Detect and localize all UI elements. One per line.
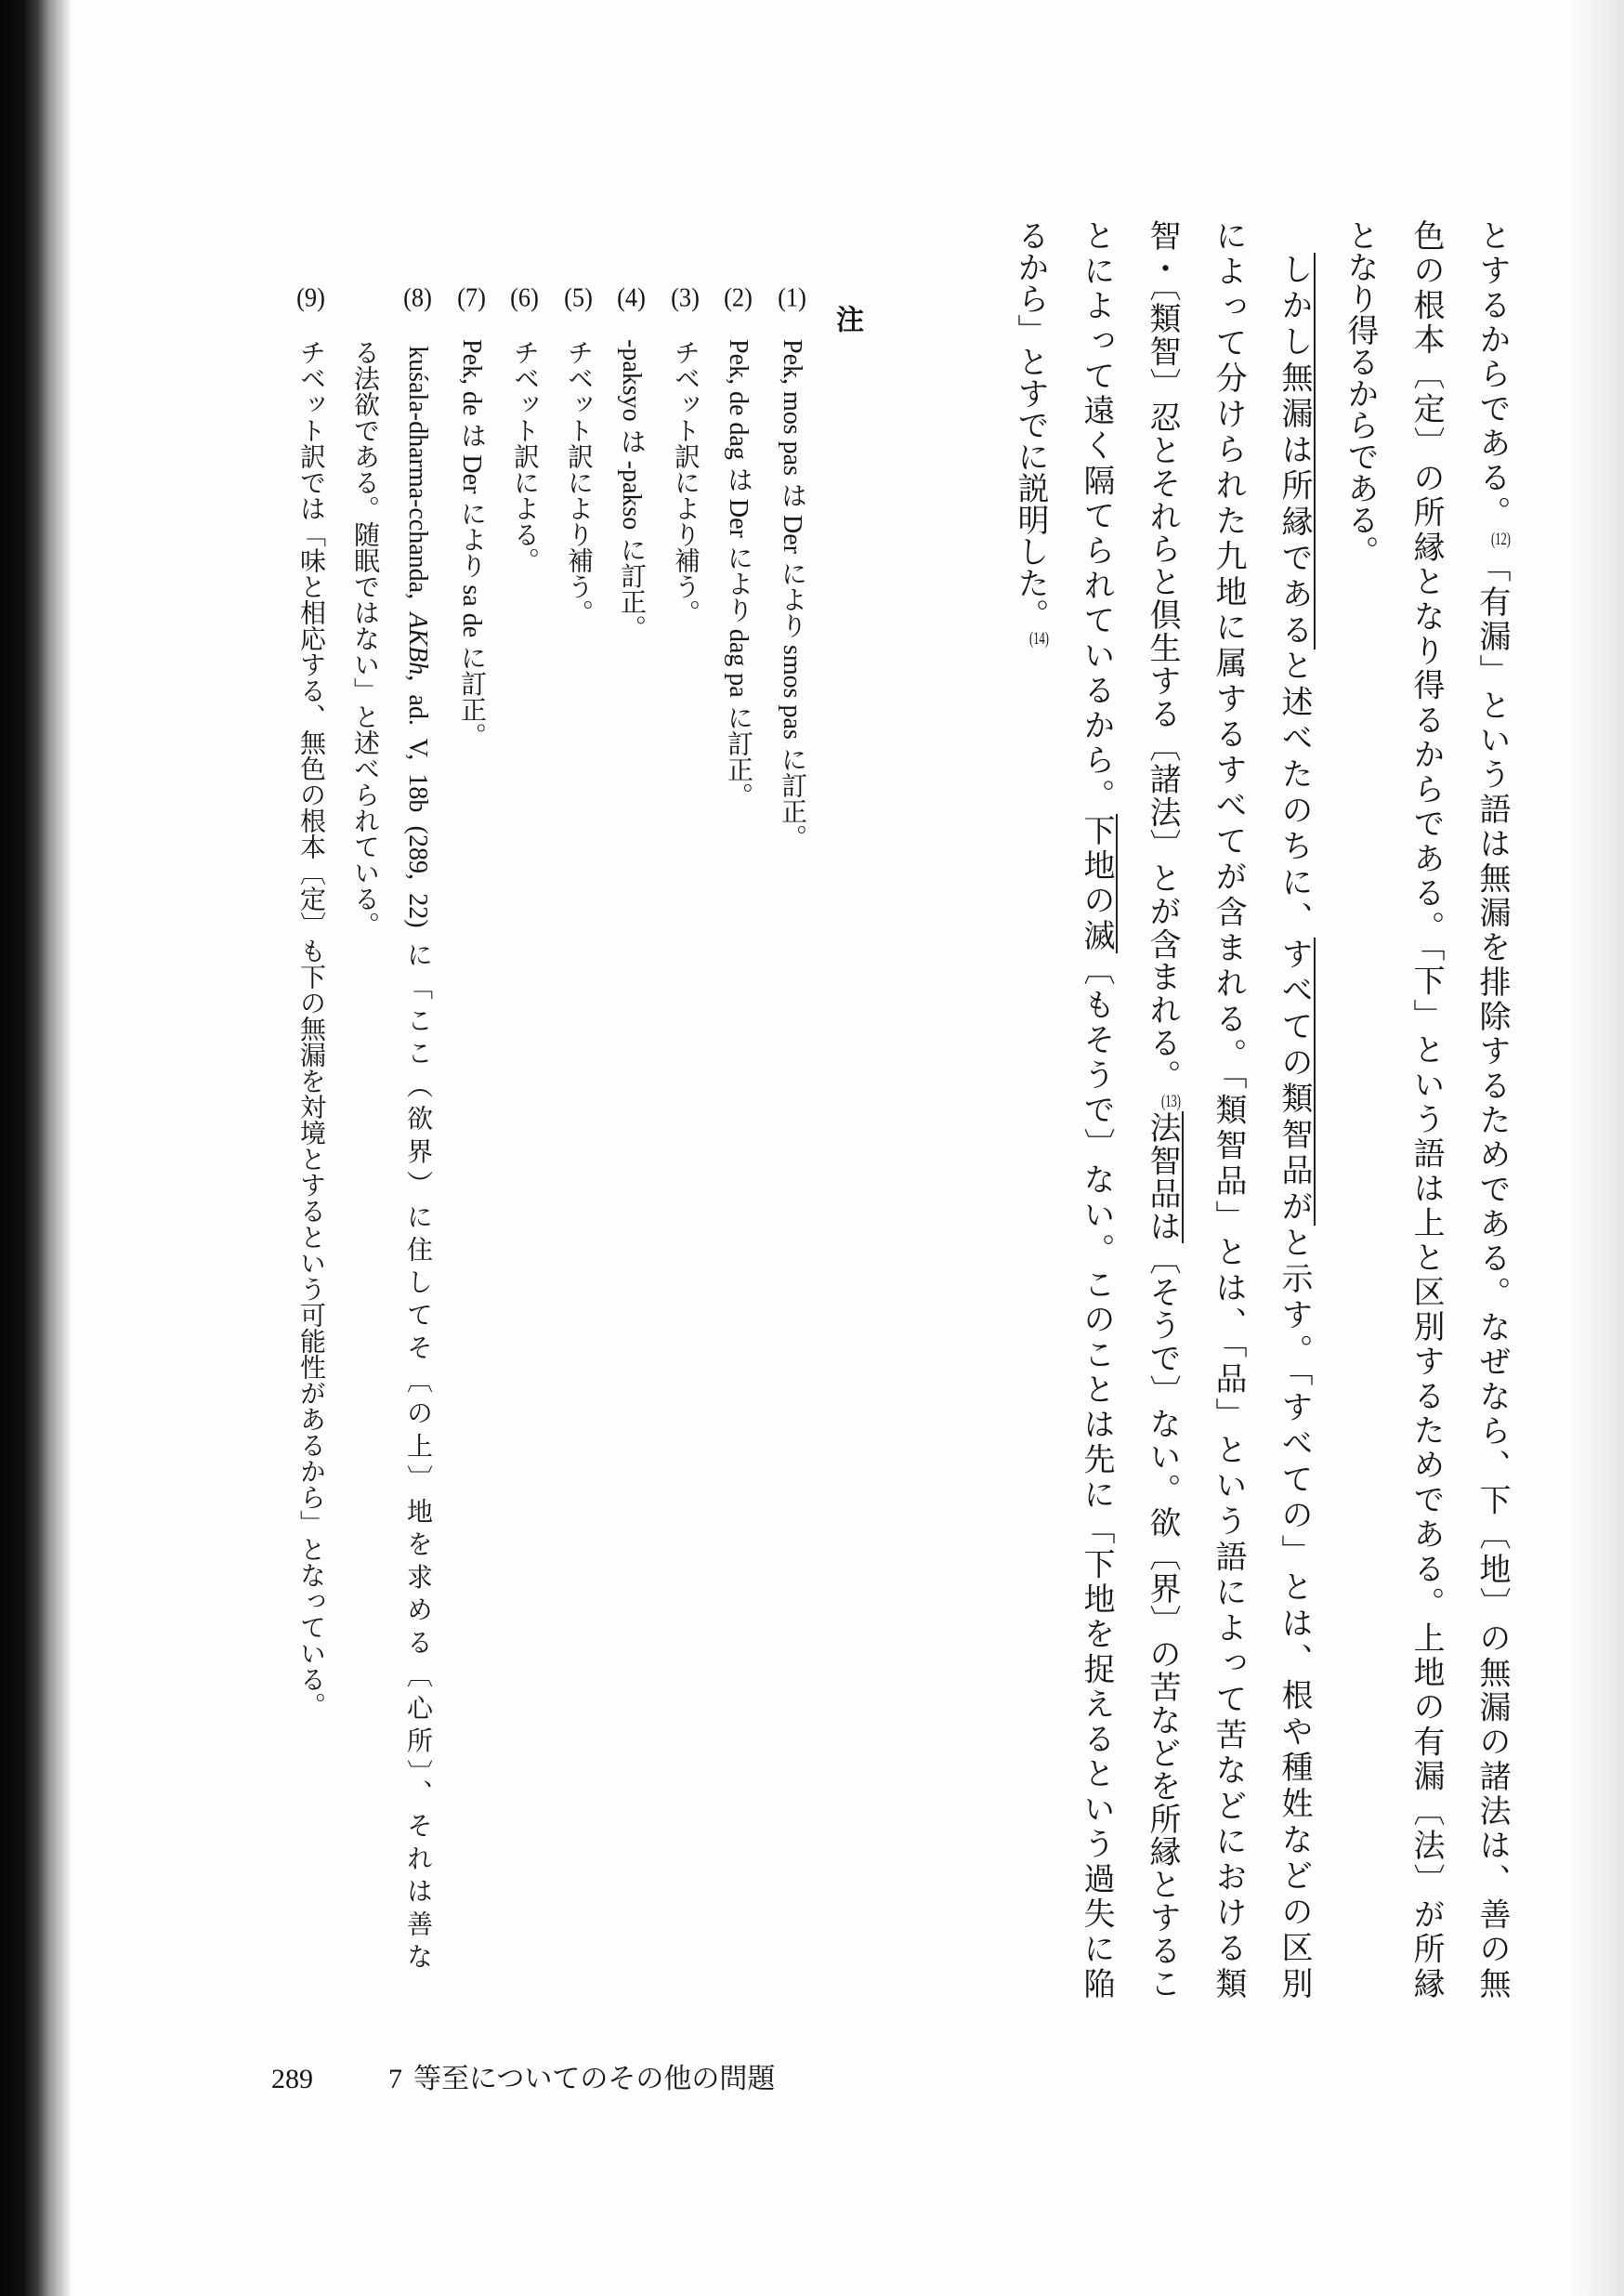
note-reference: (13) — [1161, 1092, 1181, 1110]
chapter-number: 7 — [388, 2064, 402, 2094]
sidelined-segment: しかし無漏は所縁である — [1277, 253, 1316, 649]
note-number: (9) — [296, 285, 325, 311]
note-number: (7) — [457, 285, 486, 311]
note-item — [455, 285, 487, 1969]
note-number: (4) — [617, 285, 646, 311]
text-segment: 「有漏」という語は無漏を排除するためである。なぜなら、下〔地〕の無漏の諸法は、善の無 — [1474, 550, 1509, 2000]
sidelined-segment: すべての類智品が — [1277, 938, 1316, 1226]
note-item — [508, 285, 540, 1969]
text-segment: 〔もそうで〕ない。このことは先に「下地を捉えるという過失に陥 — [1079, 953, 1113, 2000]
main-text-line — [1340, 219, 1379, 1999]
main-text-line — [1274, 253, 1313, 1999]
main-text-line — [1076, 219, 1115, 1999]
note-item — [669, 285, 701, 1969]
note-item — [401, 285, 433, 1969]
note-text: チベット訳により補う。 — [564, 339, 593, 625]
note-reference: (14) — [1029, 630, 1049, 648]
note-item — [295, 285, 326, 1969]
running-footer — [271, 2061, 922, 2102]
note-item — [722, 285, 753, 1969]
note-text: -paksyo は -pakso に訂正。 — [617, 339, 646, 641]
chapter-title: 等至についてのその他の問題 — [413, 2064, 776, 2094]
sidelined-segment: 法智品は — [1145, 1111, 1184, 1243]
page-number: 289 — [271, 2064, 313, 2094]
note-text: Pek, de は Der により sa de に訂正。 — [457, 339, 486, 749]
binding-shadow — [0, 0, 74, 2296]
note-number: (6) — [510, 285, 539, 311]
note-number: (2) — [724, 285, 753, 311]
text-segment: 智・〔類智〕忍とそれらと倶生する〔諸法〕とが含まれる。 — [1145, 219, 1179, 1093]
note-item — [776, 285, 807, 1969]
note-text: Pek, de dag は Der により dag pa に訂正。 — [724, 339, 753, 808]
text-segment: によって分けられた九地に属するすべてが含まれる。「類智品」とは、「品」という語によって苦などにおける類 — [1211, 219, 1245, 2000]
note-text: チベット訳による。 — [510, 339, 539, 573]
note-text-italic: AKBh — [403, 612, 432, 676]
note-number: (8) — [403, 285, 432, 311]
text-segment: となり得るからである。 — [1342, 219, 1377, 567]
note-text: Pek, mos pas は Der により smos pas に訂正。 — [778, 339, 806, 850]
main-text-line — [1142, 219, 1181, 1999]
note-number: (5) — [564, 285, 593, 311]
note-text: , ad. V, 18b (289, 22) に「ここ（欲界）に住してそ〔の上〕地を求める〔心所〕、それは善な — [403, 675, 432, 1969]
note-text: チベット訳では「味と相応する、無色の根本〔定〕も下の無漏を対境とするという可能性があるから」となっている。 — [296, 339, 325, 1718]
main-text-line — [1010, 219, 1049, 1999]
note-text: る法欲である。随眠ではない」と述べられている。 — [350, 339, 379, 938]
sidelined-segment: 下地の滅 — [1079, 814, 1118, 953]
main-text-line — [1472, 219, 1511, 1999]
text-segment: とするからである。 — [1474, 219, 1509, 531]
main-text-line — [1208, 219, 1247, 1999]
note-text: kuśala-dharma-cchanda, — [403, 346, 432, 613]
notes-heading: 注 — [832, 305, 862, 333]
text-segment: 色の根本〔定〕の所縁となり得るからである。「下」という語は上と区別するためである。上地の有漏〔法〕が所縁 — [1408, 219, 1443, 1999]
chapter-heading — [388, 2061, 775, 2098]
note-item — [615, 285, 647, 1969]
note-item — [562, 285, 594, 1969]
text-segment: と述べたのちに、 — [1277, 649, 1311, 938]
main-text-line — [1406, 219, 1445, 1999]
note-text: チベット訳により補う。 — [671, 339, 700, 625]
text-segment: 〔そうで〕ない。欲〔界〕の苦などを所縁とするこ — [1145, 1242, 1179, 2000]
note-item-continuation — [348, 339, 380, 1969]
text-segment: るから」とすでに説明した。 — [1013, 219, 1047, 630]
page-edge-shade — [1568, 0, 1624, 2296]
text-segment: と示す。「すべての」とは、根や種姓などの区別 — [1277, 1226, 1311, 2000]
text-segment: とによって遠く隔てられているから。 — [1079, 219, 1113, 814]
note-number: (3) — [671, 285, 700, 311]
note-number: (1) — [778, 285, 806, 311]
note-reference: (12) — [1491, 530, 1511, 548]
